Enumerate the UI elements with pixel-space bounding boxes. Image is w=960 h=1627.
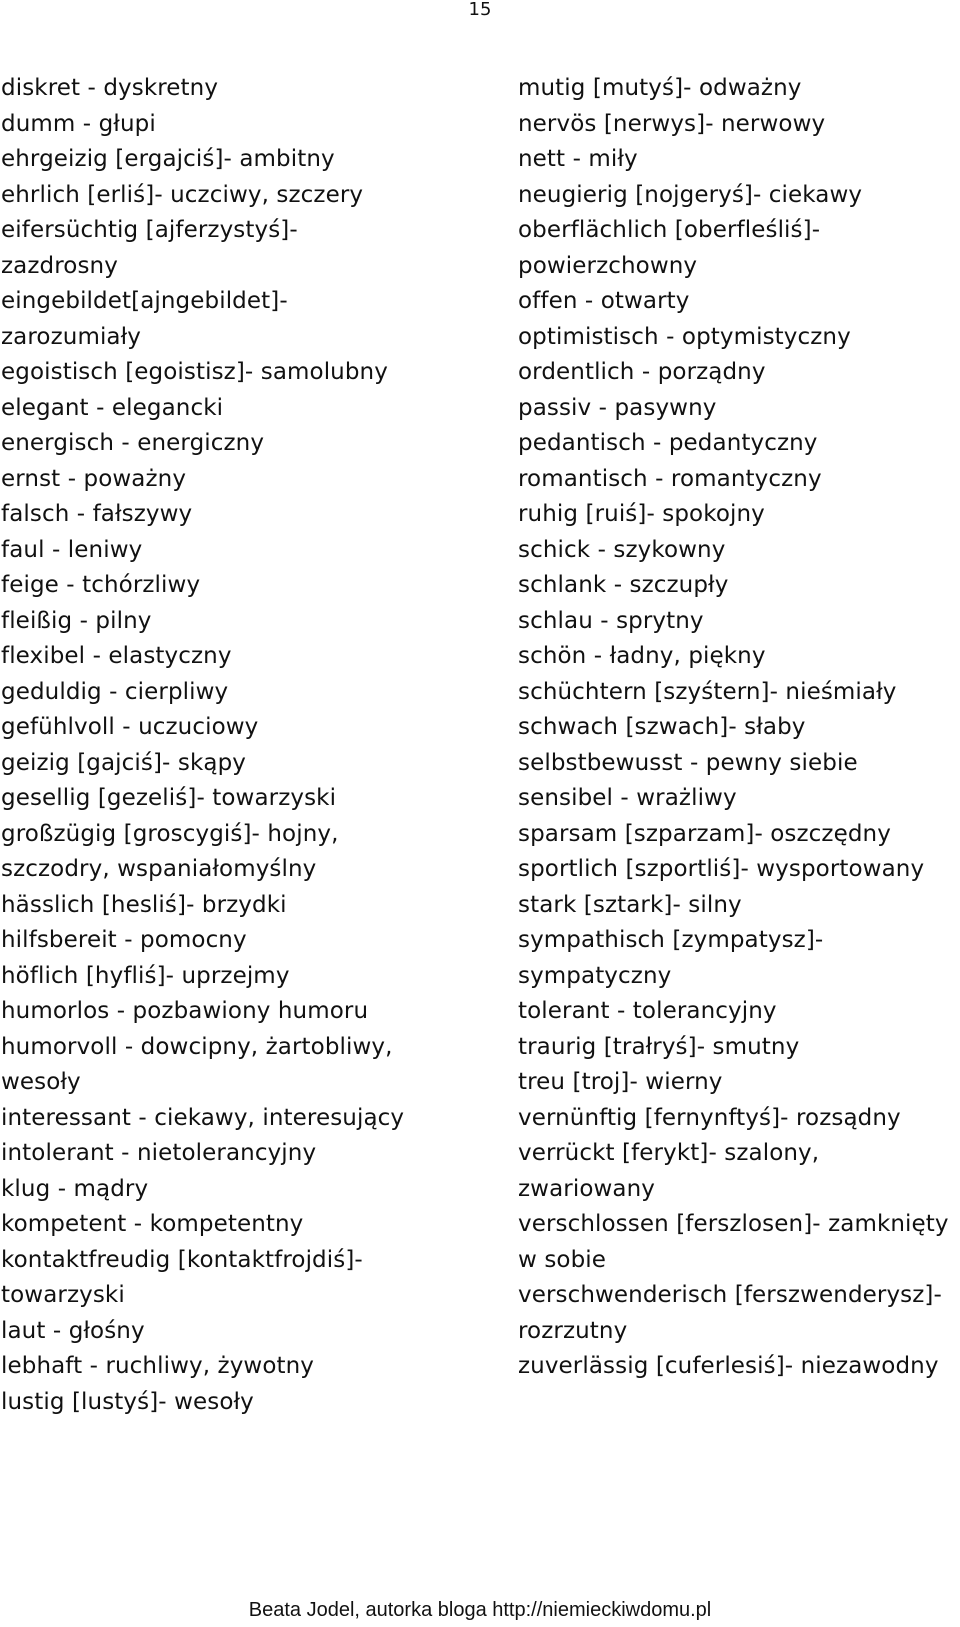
vocabulary-line: wesoły	[1, 1069, 81, 1095]
vocabulary-line: pedantisch - pedantyczny	[518, 430, 818, 456]
vocabulary-line: towarzyski	[1, 1282, 125, 1308]
vocabulary-line: egoistisch [egoistisz]- samolubny	[1, 359, 388, 385]
vocabulary-line: szczodry, wspaniałomyślny	[1, 856, 317, 882]
vocabulary-line: kontaktfreudig [kontaktfrojdiś]-	[1, 1246, 363, 1273]
vocabulary-line: sensibel - wrażliwy	[518, 785, 737, 811]
vocabulary-line: kompetent - kompetentny	[1, 1211, 304, 1237]
vocabulary-line: flexibel - elastyczny	[1, 643, 232, 669]
vocabulary-line: schön - ładny, piękny	[518, 643, 766, 669]
vocabulary-line: powierzchowny	[518, 252, 698, 279]
vocabulary-line: geizig [gajciś]- skąpy	[1, 749, 246, 776]
vocabulary-line: hässlich [hesliś]- brzydki	[1, 891, 287, 918]
vocabulary-line: passiv - pasywny	[518, 394, 717, 421]
vocabulary-line: verrückt [ferykt]- szalony,	[518, 1140, 820, 1166]
vocabulary-line: mutig [mutyś]- odważny	[518, 75, 802, 101]
vocabulary-line: schwach [szwach]- słaby	[518, 714, 806, 740]
vocabulary-line: stark [sztark]- silny	[518, 891, 742, 918]
vocabulary-line: geduldig - cierpliwy	[1, 678, 229, 705]
vocabulary-line: großzügig [groscygiś]- hojny,	[1, 820, 339, 847]
vocabulary-line: w sobie	[518, 1246, 607, 1273]
vocabulary-line: vernünftig [fernynftyś]- rozsądny	[518, 1104, 901, 1131]
vocabulary-line: sympathisch [zympatysz]-	[518, 927, 824, 953]
vocabulary-line: treu [troj]- wierny	[518, 1069, 723, 1095]
vocabulary-line: feige - tchórzliwy	[1, 572, 201, 598]
vocabulary-line: falsch - fałszywy	[1, 501, 193, 527]
vocabulary-line: oberflächlich [oberfleśliś]-	[518, 217, 821, 243]
vocabulary-line: zarozumiały	[1, 323, 141, 350]
vocabulary-line: humorlos - pozbawiony humoru	[1, 998, 369, 1024]
vocabulary-column-right	[518, 71, 958, 1385]
vocabulary-line: zazdrosny	[1, 252, 118, 279]
vocabulary-column-left	[1, 71, 481, 1420]
vocabulary-line: interessant - ciekawy, interesujący	[1, 1104, 405, 1131]
vocabulary-line: gesellig [gezeliś]- towarzyski	[1, 785, 337, 811]
vocabulary-line: nett - miły	[518, 146, 638, 172]
vocabulary-line: schlank - szczupły	[518, 572, 729, 598]
vocabulary-line: dumm - głupi	[1, 110, 156, 137]
vocabulary-line: laut - głośny	[1, 1317, 145, 1344]
vocabulary-line: romantisch - romantyczny	[518, 465, 822, 492]
vocabulary-line: schick - szykowny	[518, 536, 726, 563]
vocabulary-line: offen - otwarty	[518, 288, 690, 314]
vocabulary-line: ordentlich - porządny	[518, 359, 766, 385]
vocabulary-line: nervös [nerwys]- nerwowy	[518, 110, 826, 137]
vocabulary-line: ruhig [ruiś]- spokojny	[518, 501, 765, 527]
vocabulary-line: humorvoll - dowcipny, żartobliwy,	[1, 1033, 393, 1060]
vocabulary-line: zwariowany	[518, 1175, 655, 1202]
vocabulary-line: ernst - poważny	[1, 465, 187, 492]
vocabulary-line: hilfsbereit - pomocny	[1, 927, 247, 953]
vocabulary-line: neugierig [nojgeryś]- ciekawy	[518, 181, 863, 208]
vocabulary-line: sympatyczny	[518, 962, 672, 989]
vocabulary-line: ehrgeizig [ergajciś]- ambitny	[1, 146, 335, 172]
vocabulary-line: traurig [trałryś]- smutny	[518, 1033, 800, 1060]
vocabulary-line: schüchtern [szyśtern]- nieśmiały	[518, 678, 897, 705]
vocabulary-line: verschwenderisch [ferszwenderysz]-	[518, 1282, 942, 1308]
vocabulary-line: zuverlässig [cuferlesiś]- niezawodny	[518, 1353, 939, 1379]
vocabulary-line: optimistisch - optymistyczny	[518, 323, 851, 350]
vocabulary-line: ehrlich [erliś]- uczciwy, szczery	[1, 181, 364, 208]
vocabulary-line: selbstbewusst - pewny siebie	[518, 749, 858, 776]
vocabulary-line: eingebildet[ajngebildet]-	[1, 288, 288, 314]
page-number: 15	[468, 0, 492, 20]
vocabulary-line: elegant - elegancki	[1, 394, 224, 421]
vocabulary-line: lustig [lustyś]- wesoły	[1, 1388, 254, 1415]
vocabulary-line: klug - mądry	[1, 1175, 149, 1202]
vocabulary-line: faul - leniwy	[1, 536, 143, 563]
vocabulary-line: fleißig - pilny	[1, 607, 152, 634]
vocabulary-line: tolerant - tolerancyjny	[518, 998, 777, 1024]
vocabulary-line: höflich [hyfliś]- uprzejmy	[1, 962, 290, 989]
vocabulary-line: sparsam [szparzam]- oszczędny	[518, 820, 891, 847]
vocabulary-line: verschlossen [ferszlosen]- zamknięty	[518, 1211, 949, 1237]
vocabulary-line: intolerant - nietolerancyjny	[1, 1140, 317, 1166]
vocabulary-line: gefühlvoll - uczuciowy	[1, 714, 259, 740]
vocabulary-line: eifersüchtig [ajferzystyś]-	[1, 217, 298, 243]
vocabulary-line: diskret - dyskretny	[1, 75, 219, 101]
footer-credit: Beata Jodel, autorka bloga http://niemieckiwdomu.pl	[248, 1599, 712, 1621]
vocabulary-line: lebhaft - ruchliwy, żywotny	[1, 1353, 314, 1379]
vocabulary-line: energisch - energiczny	[1, 430, 265, 456]
vocabulary-line: schlau - sprytny	[518, 607, 704, 634]
vocabulary-line: rozrzutny	[518, 1317, 628, 1344]
vocabulary-line: sportlich [szportliś]- wysportowany	[518, 856, 925, 882]
